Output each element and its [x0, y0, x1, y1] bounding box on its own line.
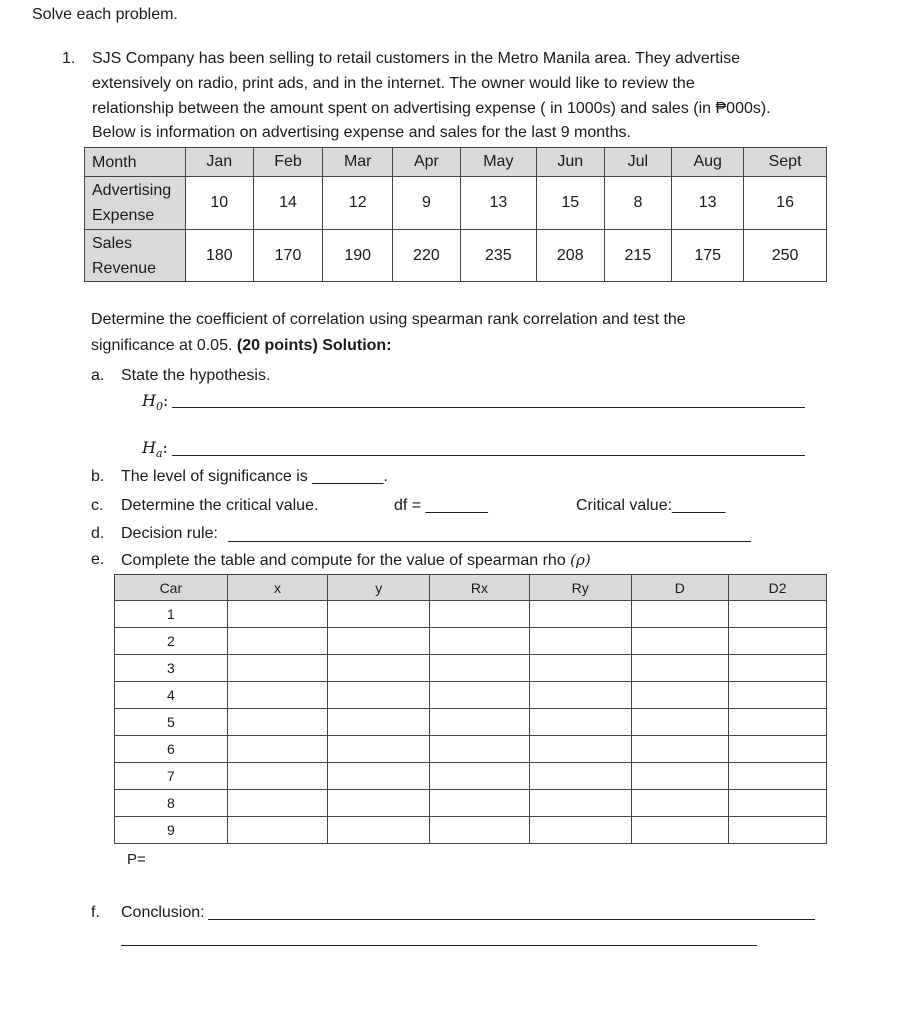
conclusion-line-1[interactable]: [208, 919, 815, 920]
step-a-text: State the hypothesis.: [121, 367, 271, 384]
car-number: 6: [115, 736, 228, 763]
answer-cell[interactable]: [729, 790, 827, 817]
month-cell: May: [460, 148, 536, 177]
answer-cell[interactable]: [529, 709, 631, 736]
answer-cell[interactable]: [328, 655, 430, 682]
answer-cell[interactable]: [529, 817, 631, 844]
answer-cell[interactable]: [729, 736, 827, 763]
row-label-line: Sales: [92, 234, 133, 252]
month-cell: Jul: [604, 148, 672, 177]
value-cell: 208: [536, 230, 604, 282]
answer-cell[interactable]: [631, 736, 729, 763]
answer-cell[interactable]: [430, 817, 530, 844]
answer-cell[interactable]: [430, 601, 530, 628]
answer-cell[interactable]: [529, 736, 631, 763]
answer-cell[interactable]: [328, 790, 430, 817]
problem-number: 1.: [62, 50, 76, 67]
null-hypothesis-label: [142, 391, 168, 413]
value-cell: 175: [672, 230, 744, 282]
table-row: [115, 682, 827, 709]
answer-cell[interactable]: [227, 763, 328, 790]
car-number: 5: [115, 709, 228, 736]
table-row: [115, 628, 827, 655]
answer-cell[interactable]: [430, 736, 530, 763]
critical-value-field: Critical value:______: [576, 497, 726, 514]
decision-rule-line[interactable]: [228, 541, 751, 542]
answer-cell[interactable]: [529, 790, 631, 817]
step-d-text: Decision rule:: [121, 525, 218, 542]
month-cell: Jan: [186, 148, 254, 177]
answer-cell[interactable]: [729, 709, 827, 736]
ha-answer-line[interactable]: [172, 455, 805, 456]
answer-cell[interactable]: [430, 709, 530, 736]
problem-line-1: SJS Company has been selling to retail customers in the Metro Manila area. They advertise: [92, 50, 741, 67]
answer-cell[interactable]: [631, 817, 729, 844]
value-cell: 10: [186, 177, 254, 230]
car-number: 4: [115, 682, 228, 709]
answer-cell[interactable]: [729, 682, 827, 709]
month-cell: Jun: [536, 148, 604, 177]
task-line-1: Determine the coefficient of correlation using spearman rank correlation and test the: [91, 311, 686, 328]
step-f-text: Conclusion:: [121, 904, 205, 921]
answer-cell[interactable]: [227, 628, 328, 655]
table-row: [115, 763, 827, 790]
answer-cell[interactable]: [430, 763, 530, 790]
answer-cell[interactable]: [729, 628, 827, 655]
h-symbol: H: [142, 391, 156, 410]
row-label-line: Revenue: [92, 259, 157, 277]
colon: :: [162, 391, 169, 410]
ha-subscript: a: [155, 447, 163, 461]
month-cell: Apr: [393, 148, 461, 177]
value-cell: 170: [253, 230, 323, 282]
col-header-car: Car: [115, 575, 228, 601]
advertising-row: [85, 177, 827, 230]
answer-cell[interactable]: [227, 655, 328, 682]
month-cell: Sept: [744, 148, 827, 177]
value-cell: 235: [460, 230, 536, 282]
answer-cell[interactable]: [227, 709, 328, 736]
answer-cell[interactable]: [430, 628, 530, 655]
work-table: [114, 574, 827, 844]
col-header-ry: Ry: [529, 575, 631, 601]
answer-cell[interactable]: [328, 736, 430, 763]
value-cell: 180: [186, 230, 254, 282]
task-line-2: [91, 334, 392, 358]
answer-cell[interactable]: [631, 682, 729, 709]
answer-cell[interactable]: [729, 655, 827, 682]
answer-cell[interactable]: [227, 682, 328, 709]
col-header-d: D: [631, 575, 729, 601]
value-cell: 13: [460, 177, 536, 230]
answer-cell[interactable]: [631, 709, 729, 736]
col-header-rx: Rx: [430, 575, 530, 601]
answer-cell[interactable]: [328, 682, 430, 709]
value-cell: 215: [604, 230, 672, 282]
month-cell: Aug: [672, 148, 744, 177]
value-cell: 12: [323, 177, 393, 230]
value-cell: 9: [393, 177, 461, 230]
answer-cell[interactable]: [631, 790, 729, 817]
answer-cell[interactable]: [328, 763, 430, 790]
answer-cell[interactable]: [529, 655, 631, 682]
value-cell: 13: [672, 177, 744, 230]
rho-result-label: P=: [127, 851, 146, 868]
sales-row: [85, 230, 827, 282]
answer-cell[interactable]: [529, 628, 631, 655]
step-e-letter: e.: [91, 551, 105, 568]
month-cell: Mar: [323, 148, 393, 177]
table-row: [115, 817, 827, 844]
value-cell: 15: [536, 177, 604, 230]
step-d-letter: d.: [91, 525, 105, 542]
table-row: [115, 790, 827, 817]
df-field: df = _______: [394, 497, 488, 514]
value-cell: 14: [253, 177, 323, 230]
conclusion-line-2[interactable]: [121, 945, 757, 946]
step-b-letter: b.: [91, 468, 105, 485]
value-cell: 220: [393, 230, 461, 282]
problem-line-3: relationship between the amount spent on advertising expense ( in 1000s) and sales (in ₱000s).: [92, 100, 771, 117]
h-symbol: H: [142, 438, 156, 457]
answer-cell[interactable]: [631, 601, 729, 628]
col-header-d2: D2: [729, 575, 827, 601]
answer-cell[interactable]: [430, 682, 530, 709]
task-bold: (20 points) Solution:: [236, 337, 392, 354]
car-number: 3: [115, 655, 228, 682]
col-header-x: x: [227, 575, 328, 601]
value-cell: 16: [744, 177, 827, 230]
rho-symbol: (ρ): [570, 551, 591, 569]
car-number: 1: [115, 601, 228, 628]
car-number: 8: [115, 790, 228, 817]
answer-cell[interactable]: [631, 628, 729, 655]
table-row: [115, 601, 827, 628]
problem-line-2: extensively on radio, print ads, and in the internet. The owner would like to review the: [92, 75, 695, 92]
row-label-line: Advertising: [92, 182, 172, 199]
answer-cell[interactable]: [227, 790, 328, 817]
step-c-text: Determine the critical value.: [121, 497, 319, 514]
answer-cell[interactable]: [631, 655, 729, 682]
h0-subscript: 0: [155, 400, 163, 414]
answer-cell[interactable]: [328, 817, 430, 844]
month-cell: Feb: [253, 148, 323, 177]
answer-cell[interactable]: [430, 655, 530, 682]
answer-cell[interactable]: [328, 601, 430, 628]
value-cell: 250: [744, 230, 827, 282]
answer-cell[interactable]: [529, 763, 631, 790]
data-table: [84, 147, 827, 282]
answer-cell[interactable]: [729, 817, 827, 844]
answer-cell[interactable]: [529, 682, 631, 709]
value-cell: 8: [604, 177, 672, 230]
step-f-letter: f.: [91, 904, 100, 921]
answer-cell[interactable]: [529, 601, 631, 628]
answer-cell[interactable]: [729, 601, 827, 628]
table-row: [115, 655, 827, 682]
answer-cell[interactable]: [631, 763, 729, 790]
sales-label: [85, 230, 186, 282]
answer-cell[interactable]: [227, 736, 328, 763]
step-a-letter: a.: [91, 367, 105, 384]
step-e-text: [121, 548, 591, 573]
alt-hypothesis-label: [142, 438, 168, 460]
answer-cell[interactable]: [430, 790, 530, 817]
table-row: [115, 709, 827, 736]
step-c-letter: c.: [91, 497, 104, 514]
colon: :: [162, 438, 168, 457]
table-row: [115, 736, 827, 763]
answer-cell[interactable]: [227, 601, 328, 628]
col-header-y: y: [328, 575, 430, 601]
month-header: Month: [85, 148, 186, 177]
car-number: 7: [115, 763, 228, 790]
car-number: 9: [115, 817, 228, 844]
h0-answer-line[interactable]: [172, 407, 805, 408]
answer-cell[interactable]: [227, 817, 328, 844]
answer-cell[interactable]: [328, 709, 430, 736]
car-number: 2: [115, 628, 228, 655]
step-e-body: Complete the table and compute for the value of spearman rho: [121, 552, 571, 569]
task-text: significance at 0.05.: [91, 337, 237, 354]
answer-cell[interactable]: [328, 628, 430, 655]
answer-cell[interactable]: [729, 763, 827, 790]
step-b-text: The level of significance is ________.: [121, 468, 388, 485]
problem-line-4: Below is information on advertising expense and sales for the last 9 months.: [92, 124, 631, 141]
advertising-label: [85, 177, 186, 230]
row-label-line: Expense: [92, 207, 155, 224]
instructions: Solve each problem.: [32, 6, 178, 23]
value-cell: 190: [323, 230, 393, 282]
